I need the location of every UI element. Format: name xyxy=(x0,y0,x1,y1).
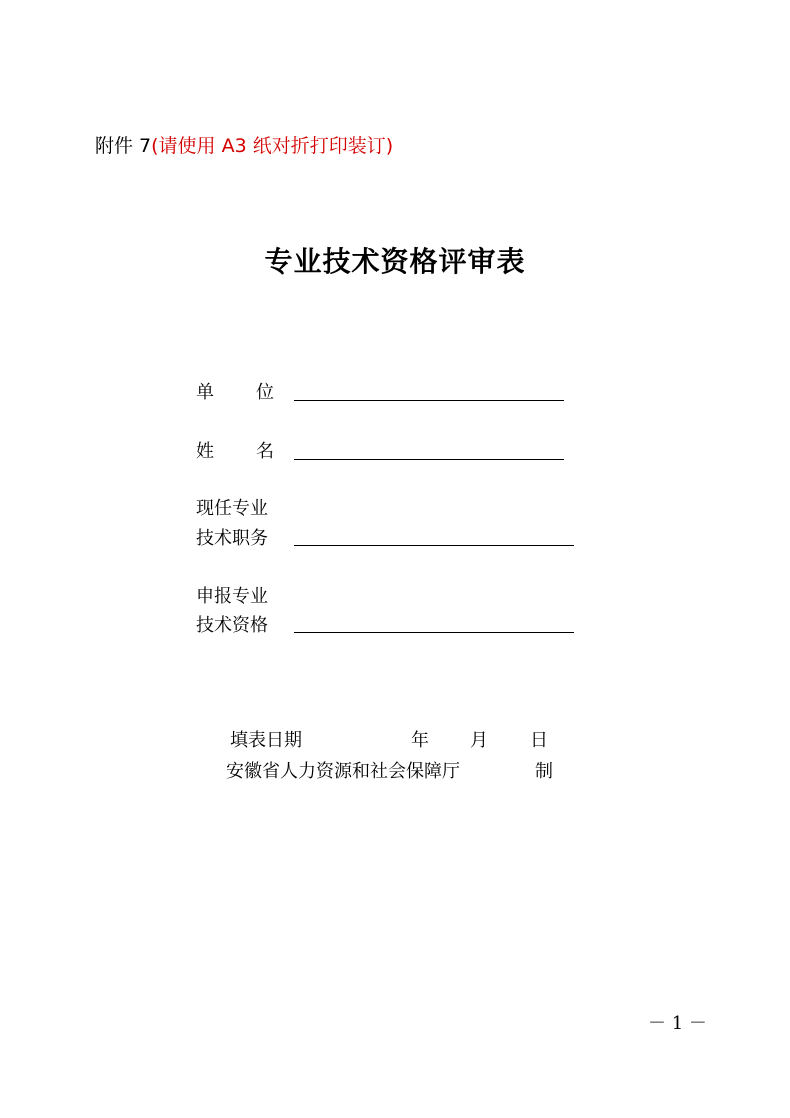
name-label-char1: 姓 xyxy=(196,441,214,462)
applied-qualification-field[interactable] xyxy=(294,632,574,633)
day-label: 日 xyxy=(530,730,548,751)
unit-label xyxy=(196,381,274,405)
issued-suffix: 制 xyxy=(535,761,553,782)
attachment-label: 附件 7 xyxy=(95,135,152,157)
month-label: 月 xyxy=(470,730,488,751)
unit-label-char1: 单 xyxy=(196,382,214,403)
current-title-label-line2: 技术职务 xyxy=(196,528,268,549)
name-label xyxy=(196,440,274,464)
unit-label-char2: 位 xyxy=(256,382,274,403)
name-field[interactable] xyxy=(294,459,564,460)
page-title: 专业技术资格评审表 xyxy=(264,245,526,278)
name-label-char2: 名 xyxy=(256,441,274,462)
current-title-field[interactable] xyxy=(294,545,574,546)
applied-qualification-label-line2: 技术资格 xyxy=(196,615,268,636)
issuer-name: 安徽省人力资源和社会保障厅 xyxy=(226,761,460,782)
page-number: － 1 － xyxy=(648,1013,707,1034)
attachment-header xyxy=(95,134,393,158)
fill-date-label: 填表日期 xyxy=(230,730,302,751)
current-title-label-line1: 现任专业 xyxy=(196,498,268,519)
print-instruction-note: (请使用 A3 纸对折打印装订) xyxy=(151,135,394,157)
year-label: 年 xyxy=(411,730,429,751)
unit-field[interactable] xyxy=(294,400,564,401)
applied-qualification-label-line1: 申报专业 xyxy=(196,586,268,607)
